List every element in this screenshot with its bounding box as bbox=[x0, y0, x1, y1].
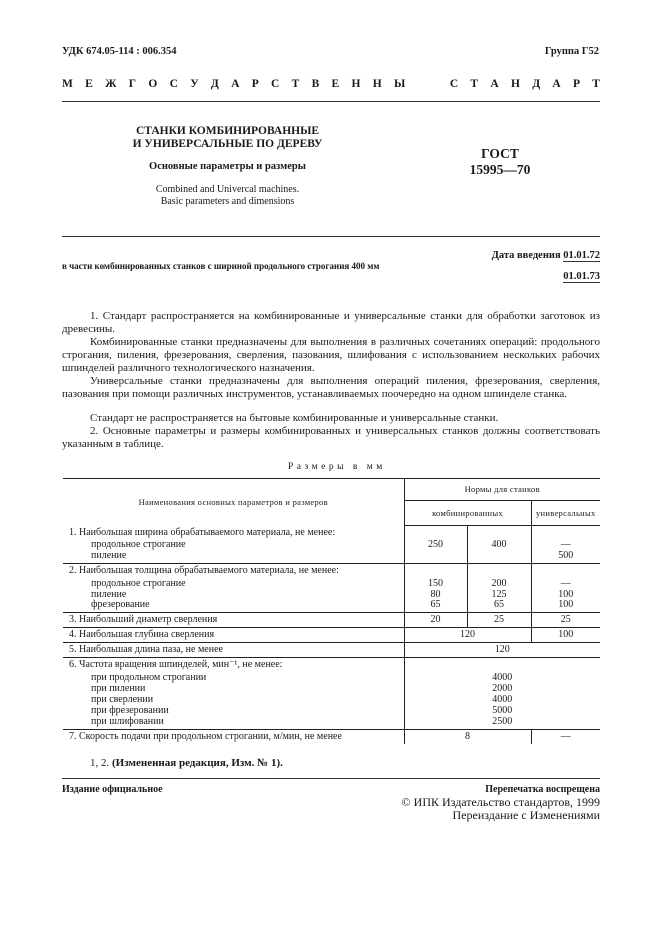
cell-combined-2: 25 bbox=[467, 612, 531, 627]
cell-universal: 25 bbox=[531, 612, 600, 627]
edition-note-prefix: 1, 2. bbox=[90, 757, 110, 769]
table-row bbox=[63, 551, 600, 564]
cell-combined-2: 125 bbox=[467, 590, 531, 601]
scope-note: в части комбинированных станков с шириной продольного строгания 400 мм bbox=[62, 261, 380, 271]
letter: Н bbox=[372, 78, 382, 90]
title-line-2: И УНИВЕРСАЛЬНЫЕ ПО ДЕРЕВУ bbox=[132, 138, 323, 150]
cell-universal: — bbox=[531, 579, 600, 590]
cell-universal: — bbox=[531, 729, 600, 744]
row-label: пиление bbox=[91, 549, 127, 561]
cell-combined: 120 bbox=[404, 627, 531, 642]
edition-note bbox=[90, 757, 283, 769]
cell-combined-2 bbox=[467, 551, 531, 564]
cell-value: 4000 bbox=[404, 673, 600, 684]
table-row bbox=[63, 657, 600, 673]
introduction-date bbox=[492, 250, 600, 261]
row-label: при продольном строгании bbox=[91, 672, 207, 683]
row-label: при сверлении bbox=[91, 694, 154, 705]
standard-type-heading bbox=[62, 78, 600, 90]
letter: Ж bbox=[105, 78, 117, 90]
letter: А bbox=[231, 78, 240, 90]
row-2-title: 2. Наибольшая толщина обрабатываемого материала, не менее: bbox=[63, 564, 404, 579]
letter: О bbox=[148, 78, 158, 90]
letter: В bbox=[311, 78, 320, 90]
copyright: © ИПК Издательство стандартов, 1999 bbox=[401, 795, 600, 809]
letter: Р bbox=[251, 78, 259, 90]
table-row bbox=[63, 526, 600, 540]
cell-value: 4000 bbox=[404, 695, 600, 706]
header-universal: универсальных bbox=[531, 501, 600, 526]
letter: С bbox=[271, 78, 280, 90]
row-label: 5. Наибольшая длина паза, не менее bbox=[63, 642, 404, 657]
table-row bbox=[63, 729, 600, 744]
letter: Е bbox=[331, 78, 340, 90]
cell-universal: 100 bbox=[531, 627, 600, 642]
title-rule bbox=[62, 236, 600, 237]
letter: А bbox=[490, 78, 499, 90]
cell-value: 2500 bbox=[404, 717, 600, 729]
gost-number: 15995—70 bbox=[469, 162, 531, 177]
letter: Е bbox=[85, 78, 93, 90]
row-label: при пилении bbox=[91, 683, 146, 694]
title-english-1: Combined and Univercal machines. bbox=[155, 184, 300, 195]
cell-combined-2: 400 bbox=[467, 540, 531, 551]
letter: Н bbox=[351, 78, 361, 90]
cell-value: 120 bbox=[404, 642, 600, 657]
letter: Н bbox=[510, 78, 520, 90]
table-caption: Размеры в мм bbox=[288, 462, 386, 472]
cell-universal: 100 bbox=[531, 590, 600, 601]
row-label: фрезерование bbox=[91, 599, 150, 610]
row-label: 4. Наибольшая глубина сверления bbox=[63, 627, 404, 642]
cell-combined-1: 150 bbox=[404, 579, 467, 590]
cell-combined-1: 20 bbox=[404, 612, 467, 627]
table-row bbox=[63, 642, 600, 657]
paragraph-combined: Комбинированные станки предназначены для выполнения в различных сочетаниях операций: продольного строгания, пиления, фрезерования, сверления, пазования, шлифования с использованием нескольких рабочих шпинделей различного технологического назначения. bbox=[62, 336, 600, 375]
gost-designation bbox=[440, 146, 560, 178]
reissue-note: Переиздание с Изменениями bbox=[452, 808, 600, 822]
header-parameter-name: Наименования основных параметров и размеров bbox=[63, 479, 404, 526]
cell-combined-1: 65 bbox=[404, 600, 467, 612]
gost-label: ГОСТ bbox=[481, 146, 519, 161]
cell-universal: — bbox=[531, 540, 600, 551]
table-row bbox=[63, 600, 600, 612]
letter: Ы bbox=[393, 78, 406, 90]
letter: Р bbox=[572, 78, 581, 90]
table-row bbox=[63, 612, 600, 627]
row-label: при фрезеровании bbox=[91, 705, 169, 716]
header-norms: Нормы для станков bbox=[404, 479, 600, 501]
title-line-1: СТАНКИ КОМБИНИРОВАННЫЕ bbox=[135, 125, 320, 137]
letter: Д bbox=[532, 78, 541, 90]
cell-universal: 100 bbox=[531, 600, 600, 612]
cell-universal: 500 bbox=[531, 551, 600, 564]
parameters-table bbox=[63, 478, 600, 744]
paragraph-1: 1. Стандарт распространяется на комбинированные и универсальные станки для обработки заготовок из древесины. bbox=[62, 310, 600, 336]
letter: Г bbox=[128, 78, 137, 90]
letter: Т bbox=[592, 78, 600, 90]
letter: С bbox=[449, 78, 459, 90]
row-1-title: 1. Наибольшая ширина обрабатываемого материала, не менее: bbox=[69, 526, 336, 538]
footer-rule bbox=[62, 778, 600, 779]
group-code: Группа Г52 bbox=[544, 46, 599, 57]
letter: Т bbox=[470, 78, 479, 90]
letter-gap bbox=[418, 78, 438, 90]
paragraph-exclusion: Стандарт не распространяется на бытовые комбинированные и универсальные станки. bbox=[90, 412, 499, 424]
paragraph-universal: Универсальные станки предназначены для выполнения операций пиления, фрезерования, сверления, пазования при помощи различных инструментов, устанавливаемых поочередно на одном шпинделе станка. bbox=[62, 375, 600, 401]
title-english-2: Basic parameters and dimensions bbox=[160, 196, 295, 207]
row-label: продольное строгание bbox=[91, 577, 186, 589]
header-combined: комбинированных bbox=[404, 501, 531, 526]
letter: У bbox=[190, 78, 199, 90]
title-subtitle: Основные параметры и размеры bbox=[149, 161, 306, 172]
introduction-date-label: Дата введения bbox=[491, 250, 561, 261]
letter: Д bbox=[210, 78, 219, 90]
udk-code: УДК 674.05-114 : 006.354 bbox=[62, 46, 177, 57]
title-block bbox=[100, 125, 355, 208]
table-row bbox=[63, 717, 600, 729]
cell-combined: 8 bbox=[404, 729, 531, 744]
row-label: 7. Скорость подачи при продольном строгании, м/мин, не менее bbox=[63, 729, 404, 744]
letter: С bbox=[169, 78, 178, 90]
letter: М bbox=[62, 78, 73, 90]
table-row bbox=[63, 564, 600, 579]
table-row bbox=[63, 579, 600, 590]
introduction-date-2: 01.01.73 bbox=[563, 271, 600, 282]
row-label: продольное строгание bbox=[91, 538, 186, 550]
header-rule bbox=[62, 101, 600, 102]
cell-combined-1: 250 bbox=[404, 540, 467, 551]
table-row bbox=[63, 540, 600, 551]
official-edition: Издание официальное bbox=[62, 784, 163, 795]
row-6-title: 6. Частота вращения шпинделей, мин⁻¹, не менее: bbox=[63, 657, 404, 673]
cell-combined-2: 200 bbox=[467, 579, 531, 590]
table-row bbox=[63, 627, 600, 642]
row-label: пиление bbox=[91, 588, 127, 600]
letter: А bbox=[552, 78, 561, 90]
cell-combined-1 bbox=[404, 551, 467, 564]
row-label: при шлифовании bbox=[91, 716, 164, 727]
row-label: 3. Наибольший диаметр сверления bbox=[63, 612, 404, 627]
cell-value: 5000 bbox=[404, 706, 600, 717]
reprint-prohibited: Перепечатка воспрещена bbox=[485, 784, 600, 795]
cell-combined-1: 80 bbox=[404, 590, 467, 601]
edition-note-text: (Измененная редакция, Изм. № 1). bbox=[112, 757, 283, 769]
introduction-date-1: 01.01.72 bbox=[563, 250, 600, 261]
cell-value: 2000 bbox=[404, 684, 600, 695]
letter: Т bbox=[291, 78, 300, 90]
paragraph-2: 2. Основные параметры и размеры комбинированных и универсальных станков должны соответствовать указанным в таблице. bbox=[62, 425, 600, 451]
cell-combined-2: 65 bbox=[467, 600, 531, 612]
